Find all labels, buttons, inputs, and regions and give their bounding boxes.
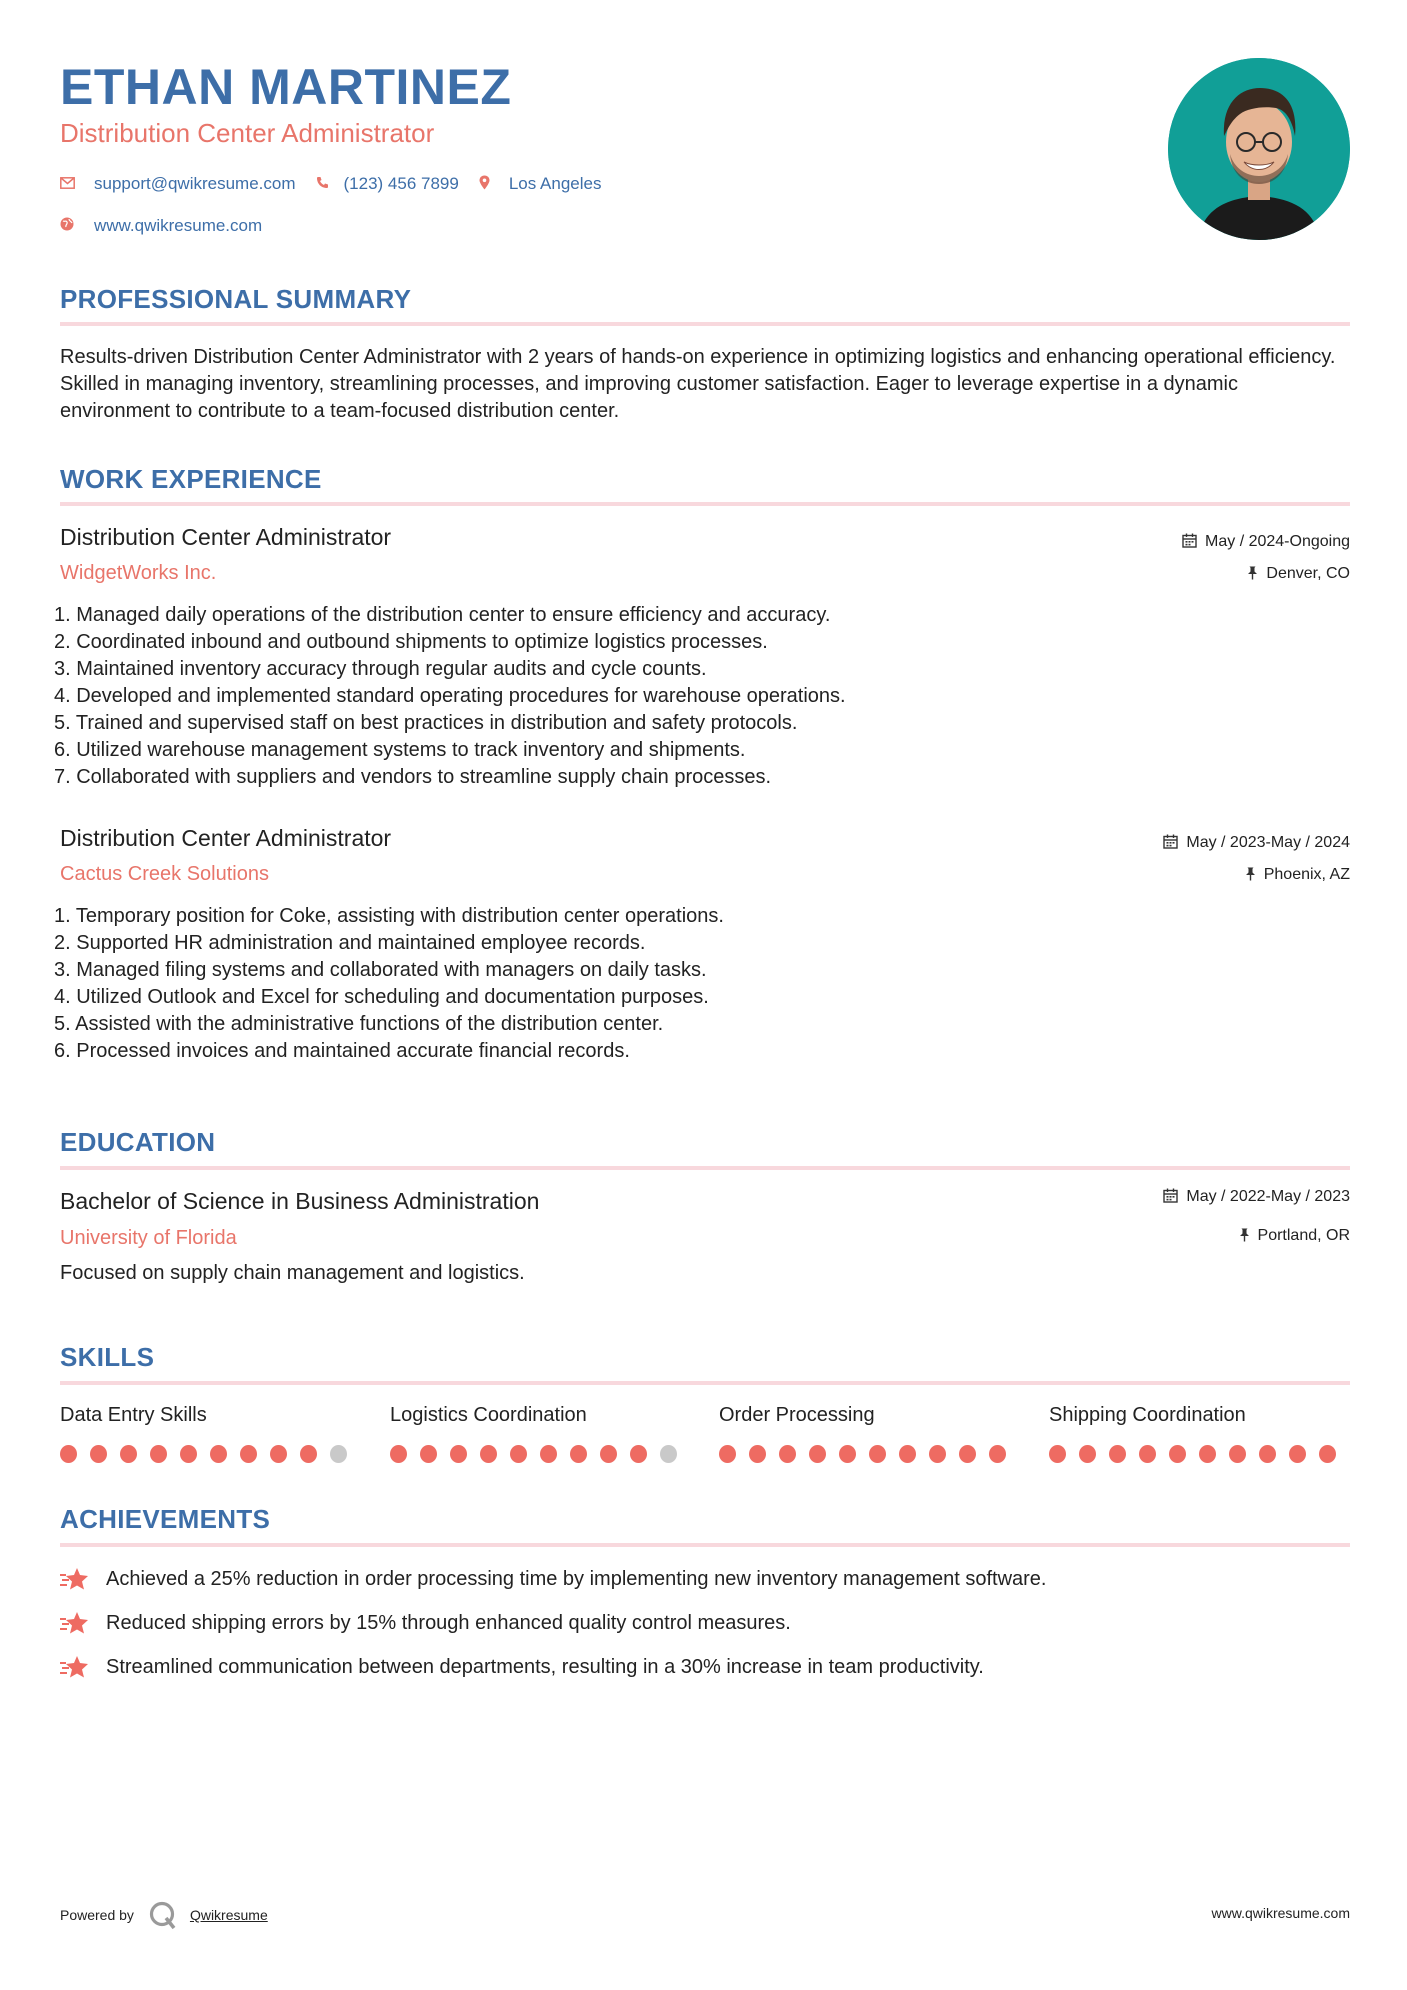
rating-dot-filled	[630, 1445, 647, 1463]
calendar-icon	[1163, 1188, 1178, 1206]
profile-photo	[1168, 58, 1350, 240]
contact-website[interactable]	[60, 216, 262, 236]
rating-dot-filled	[180, 1445, 197, 1463]
rating-dot-filled	[510, 1445, 527, 1463]
education-heading: EDUCATION	[60, 1127, 216, 1157]
job-company: Cactus Creek Solutions	[60, 863, 269, 885]
skills-divider	[60, 1381, 1350, 1385]
list-item: 5. Trained and supervised staff on best practices in distribution and safety protocols.	[54, 712, 798, 734]
list-item: 5. Assisted with the administrative functions of the distribution center.	[54, 1013, 664, 1035]
avatar-illustration	[1168, 58, 1350, 240]
contact-row	[60, 174, 621, 194]
job-location-text: Denver, CO	[1266, 565, 1350, 582]
achievements-divider	[60, 1543, 1350, 1547]
envelope-icon	[60, 176, 94, 193]
star-icon	[60, 1566, 90, 1592]
website-text: www.qwikresume.com	[94, 216, 263, 235]
list-item: 4. Developed and implemented standard operating procedures for warehouse operations.	[54, 685, 846, 707]
achievement-text: Streamlined communication between departments, resulting in a 30% increase in team productivity.	[106, 1655, 984, 1678]
achievement-text: Achieved a 25% reduction in order processing time by implementing new inventory management software.	[106, 1567, 1047, 1590]
phone-icon	[316, 176, 344, 193]
qwikresume-logo-icon	[148, 1900, 178, 1930]
rating-dot-filled	[1049, 1445, 1066, 1463]
skill-item	[390, 1404, 690, 1463]
rating-dot-filled	[1229, 1445, 1246, 1463]
achievement-item	[60, 1654, 984, 1680]
job-dates-text: May / 2023-May / 2024	[1186, 834, 1350, 851]
candidate-name: ETHAN MARTINEZ	[60, 59, 512, 115]
job-location-text: Phoenix, AZ	[1263, 866, 1350, 883]
achievements-heading: ACHIEVEMENTS	[60, 1504, 271, 1534]
rating-dot-filled	[1079, 1445, 1096, 1463]
rating-dot-filled	[959, 1445, 976, 1463]
summary-heading: PROFESSIONAL SUMMARY	[60, 284, 412, 314]
list-item: 3. Managed filing systems and collaborated with managers on daily tasks.	[54, 959, 707, 981]
education-dates	[1163, 1188, 1350, 1206]
job-location	[1245, 866, 1350, 884]
rating-dot-filled	[1199, 1445, 1216, 1463]
contact-phone[interactable]	[316, 174, 459, 194]
contact-email[interactable]	[60, 174, 296, 194]
achievement-item	[60, 1610, 791, 1636]
education-location	[1239, 1227, 1350, 1245]
rating-dot-filled	[899, 1445, 916, 1463]
school-name: University of Florida	[60, 1227, 237, 1249]
skill-rating	[60, 1445, 360, 1463]
rating-dot-filled	[1109, 1445, 1126, 1463]
list-item: 7. Collaborated with suppliers and vendors to streamline supply chain processes.	[54, 766, 772, 788]
rating-dot-filled	[420, 1445, 437, 1463]
qwikresume-link[interactable]: Qwikresume	[189, 1907, 268, 1923]
list-item: 1. Managed daily operations of the distribution center to ensure efficiency and accuracy.	[54, 604, 831, 626]
rating-dot-filled	[1319, 1445, 1336, 1463]
rating-dot-filled	[450, 1445, 467, 1463]
list-item: 6. Utilized warehouse management systems to track inventory and shipments.	[54, 739, 746, 761]
list-item: 2. Coordinated inbound and outbound shipments to optimize logistics processes.	[54, 631, 768, 653]
skill-name: Logistics Coordination	[390, 1404, 587, 1426]
job-bullets	[54, 602, 846, 791]
pushpin-icon	[1245, 867, 1256, 884]
list-item: 1. Temporary position for Coke, assisting with distribution center operations.	[54, 905, 724, 927]
experience-heading: WORK EXPERIENCE	[60, 464, 322, 494]
phone-text: (123) 456 7899	[343, 174, 459, 193]
job-title: Distribution Center Administrator	[60, 825, 392, 851]
rating-dot-filled	[1169, 1445, 1186, 1463]
job-title: Distribution Center Administrator	[60, 524, 392, 550]
rating-dot-filled	[929, 1445, 946, 1463]
rating-dot-filled	[809, 1445, 826, 1463]
rating-dot-filled	[869, 1445, 886, 1463]
skill-rating	[719, 1445, 1019, 1463]
calendar-icon	[1163, 834, 1178, 852]
rating-dot-filled	[300, 1445, 317, 1463]
rating-dot-filled	[480, 1445, 497, 1463]
skill-item	[719, 1404, 1019, 1463]
rating-dot-filled	[989, 1445, 1006, 1463]
experience-divider	[60, 502, 1350, 506]
job-location	[1247, 565, 1350, 583]
skill-item	[1049, 1404, 1349, 1463]
list-item: 2. Supported HR administration and maintained employee records.	[54, 932, 646, 954]
summary-divider	[60, 322, 1350, 326]
contact-row-website	[60, 216, 282, 236]
footer-website-link[interactable]: www.qwikresume.com	[1211, 1905, 1350, 1921]
skills-heading: SKILLS	[60, 1342, 155, 1372]
job-bullets	[54, 903, 724, 1065]
location-text: Los Angeles	[508, 174, 602, 193]
rating-dot-filled	[90, 1445, 107, 1463]
candidate-title: Distribution Center Administrator	[60, 118, 435, 148]
rating-dot-filled	[839, 1445, 856, 1463]
footer-powered-by	[60, 1900, 268, 1930]
list-item: 3. Maintained inventory accuracy through regular audits and cycle counts.	[54, 658, 707, 680]
skill-name: Order Processing	[719, 1404, 875, 1426]
list-item: 4. Utilized Outlook and Excel for scheduling and documentation purposes.	[54, 986, 709, 1008]
rating-dot-filled	[1139, 1445, 1156, 1463]
rating-dot-empty	[330, 1445, 347, 1463]
achievement-text: Reduced shipping errors by 15% through enhanced quality control measures.	[106, 1611, 791, 1634]
rating-dot-filled	[390, 1445, 407, 1463]
job-company: WidgetWorks Inc.	[60, 562, 217, 584]
skill-rating	[390, 1445, 690, 1463]
rating-dot-filled	[600, 1445, 617, 1463]
pushpin-icon	[1239, 1228, 1250, 1245]
rating-dot-filled	[240, 1445, 257, 1463]
degree-title: Bachelor of Science in Business Administration	[60, 1188, 540, 1214]
map-pin-icon	[479, 175, 509, 194]
rating-dot-filled	[749, 1445, 766, 1463]
rating-dot-filled	[150, 1445, 167, 1463]
rating-dot-filled	[60, 1445, 77, 1463]
education-location-text: Portland, OR	[1257, 1227, 1350, 1244]
skill-name: Data Entry Skills	[60, 1404, 207, 1426]
email-text: support@qwikresume.com	[94, 174, 296, 193]
job-dates-text: May / 2024-Ongoing	[1205, 533, 1350, 550]
list-item: 6. Processed invoices and maintained accurate financial records.	[54, 1040, 630, 1062]
skill-rating	[1049, 1445, 1349, 1463]
rating-dot-empty	[660, 1445, 677, 1463]
achievement-item	[60, 1566, 1047, 1592]
star-icon	[60, 1654, 90, 1680]
rating-dot-filled	[779, 1445, 796, 1463]
pushpin-icon	[1247, 566, 1258, 583]
rating-dot-filled	[120, 1445, 137, 1463]
education-description: Focused on supply chain management and logistics.	[60, 1262, 525, 1284]
skill-item	[60, 1404, 360, 1463]
contact-location	[479, 174, 602, 194]
powered-by-label: Powered by	[60, 1907, 134, 1923]
rating-dot-filled	[570, 1445, 587, 1463]
summary-text: Results-driven Distribution Center Administrator with 2 years of hands-on experience in optimizing logistics and enhancing operational efficiency. Skilled in managing inventory, streamlining processes, and improving customer satisfaction. Eager to leverage expertise in a dynamic environment to contribute to a team-focused distribution center.	[60, 346, 1336, 422]
education-divider	[60, 1166, 1350, 1170]
rating-dot-filled	[719, 1445, 736, 1463]
job-dates	[1163, 834, 1350, 852]
skill-name: Shipping Coordination	[1049, 1404, 1246, 1426]
rating-dot-filled	[540, 1445, 557, 1463]
education-dates-text: May / 2022-May / 2023	[1186, 1188, 1350, 1205]
calendar-icon	[1182, 533, 1197, 551]
rating-dot-filled	[1259, 1445, 1276, 1463]
globe-icon	[60, 217, 94, 235]
rating-dot-filled	[210, 1445, 227, 1463]
rating-dot-filled	[270, 1445, 287, 1463]
rating-dot-filled	[1289, 1445, 1306, 1463]
star-icon	[60, 1610, 90, 1636]
job-dates	[1182, 533, 1350, 551]
